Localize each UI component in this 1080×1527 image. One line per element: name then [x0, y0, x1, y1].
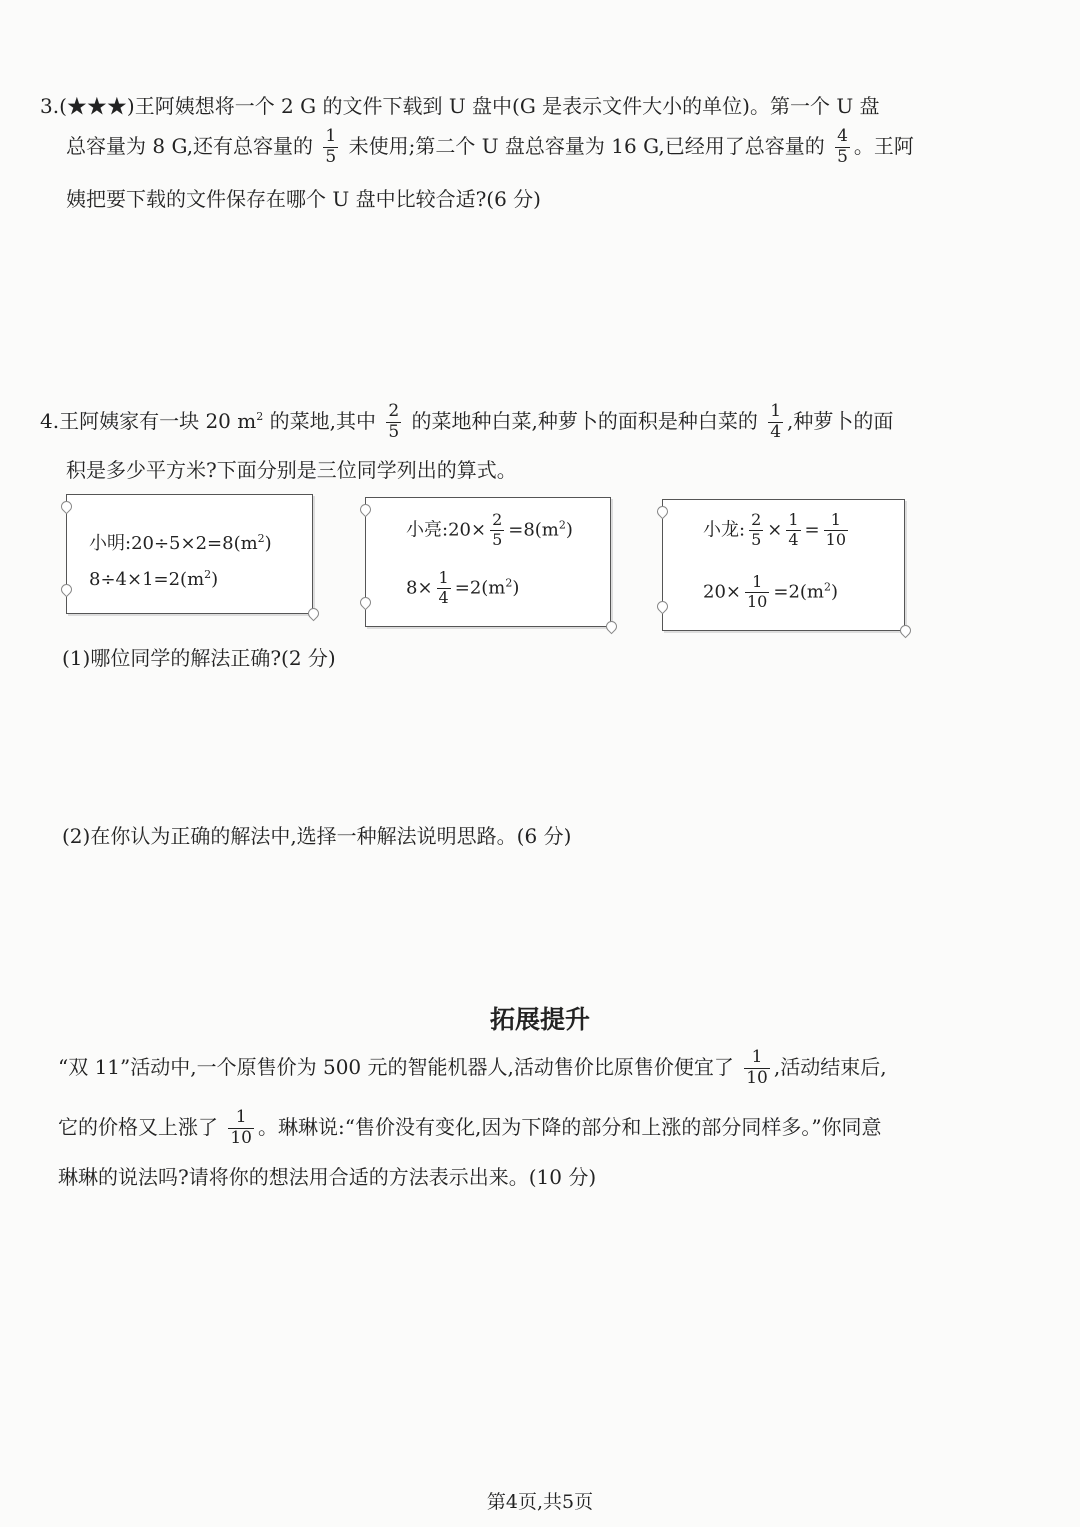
q3-text-2a: 总容量为 8 G,还有总容量的	[66, 133, 314, 158]
xiaolong-fraction-1-10: $\frac{1}{10}$	[825, 510, 846, 549]
heart-decoration-icon	[898, 623, 914, 639]
q4-text-1b: 的菜地,其中	[263, 408, 376, 433]
heart-decoration-icon	[358, 595, 374, 611]
q4-subquestion-2: (2)在你认为正确的解法中,选择一种解法说明思路。(6 分)	[62, 824, 572, 848]
ext-line-1: “双 11”活动中,一个原售价为 500 元的智能机器人,活动售价比原售价便宜了 $\frac{1}{10}$ ,活动结束后,	[58, 1047, 887, 1088]
heart-decoration-icon	[655, 599, 671, 615]
q3-line-2	[66, 128, 914, 167]
q3-line-1	[40, 96, 880, 116]
q4-area-superscript: 2	[256, 410, 264, 424]
q3-text-2b: 未使用;第二个 U 盘总容量为 16 G,已经用了总容量的	[348, 133, 825, 158]
q4-text-1c: 的菜地种白菜,种萝卜的面积是种白菜的	[411, 408, 758, 433]
xiaolong-equation-1: 小龙: $\frac{2}{5}$ × $\frac{1}{4}$ = $\frac{1}{10}$	[703, 510, 846, 549]
xiaoliang-equation-2: 8× $\frac{1}{4}$ $=2(m^2)$	[406, 568, 520, 607]
ext-line-3: 琳琳的说法吗?请将你的想法用合适的方法表示出来。(10 分)	[58, 1165, 597, 1189]
q3-fraction-4-5: $\frac{4}{5}$	[837, 126, 848, 167]
section-heading: 拓展提升	[489, 1005, 590, 1034]
xiaoming-solution-box	[66, 494, 313, 614]
q4-line-2	[66, 460, 517, 480]
q4-text-1d: ,种萝卜的面	[787, 408, 894, 433]
q4-text-2: 积是多少平方米?下面分别是三位同学列出的算式。	[66, 458, 517, 482]
xiaoming-equation-2: $8\div 4\times 1=2(m^2)$	[89, 568, 219, 590]
heart-decoration-icon	[358, 502, 374, 518]
xiaolong-fraction-2-5: $\frac{2}{5}$	[751, 510, 762, 549]
q3-line-3	[66, 189, 541, 209]
q3-text-3: 姨把要下载的文件保存在哪个 U 盘中比较合适?(6 分)	[66, 187, 541, 211]
q3-fraction-1-5: $\frac{1}{5}$	[325, 126, 337, 167]
q3-number: 3.	[40, 94, 60, 118]
heart-decoration-icon	[59, 499, 75, 515]
heart-decoration-icon	[306, 606, 322, 622]
xiaoliang-equation-1: 小亮:20× $\frac{2}{5}$ $=8(m^2)$	[406, 510, 573, 549]
q3-text-1: 王阿姨想将一个 2 G 的文件下载到 U 盘中(G 是表示文件大小的单位)。第一个 U 盘	[134, 94, 880, 118]
xiaoliang-fraction-1-4: $\frac{1}{4}$	[438, 568, 449, 607]
page-number-footer: 第4页,共5页	[486, 1491, 594, 1513]
q3-difficulty-stars: (★★★)	[59, 94, 135, 118]
q4-number: 4.	[40, 408, 60, 433]
q4-line-1	[40, 403, 893, 442]
xiaolong-equation-2: 20× $\frac{1}{10}$ $=2(m^2)$	[703, 572, 839, 611]
xiaoliang-solution-box	[365, 497, 611, 627]
xiaolong-fraction-1-10b: $\frac{1}{10}$	[747, 572, 768, 611]
q3-text-2c: 。王阿	[853, 133, 914, 158]
q4-text-1a: 王阿姨家有一块 20 m	[59, 408, 257, 433]
xiaoming-equation-1: 小明$:20\div 5\times 2=8(m^2)$	[89, 532, 272, 554]
xiaolong-solution-box	[662, 499, 905, 631]
ext-line-2: 它的价格又上涨了 $\frac{1}{10}$ 。琳琳说:“售价没有变化,因为下降的部分和上涨的部分同样多。”你同意	[58, 1107, 882, 1148]
heart-decoration-icon	[59, 582, 75, 598]
q4-subquestion-1: (1)哪位同学的解法正确?(2 分)	[62, 646, 336, 670]
ext-fraction-1-10b: $\frac{1}{10}$	[230, 1107, 252, 1148]
xiaoliang-fraction-2-5: $\frac{2}{5}$	[492, 510, 503, 549]
xiaolong-fraction-1-4: $\frac{1}{4}$	[788, 510, 799, 549]
q4-fraction-1-4: $\frac{1}{4}$	[770, 401, 782, 442]
q4-fraction-2-5: $\frac{2}{5}$	[388, 401, 400, 442]
ext-fraction-1-10: $\frac{1}{10}$	[746, 1047, 768, 1088]
heart-decoration-icon	[604, 619, 620, 635]
heart-decoration-icon	[655, 504, 671, 520]
